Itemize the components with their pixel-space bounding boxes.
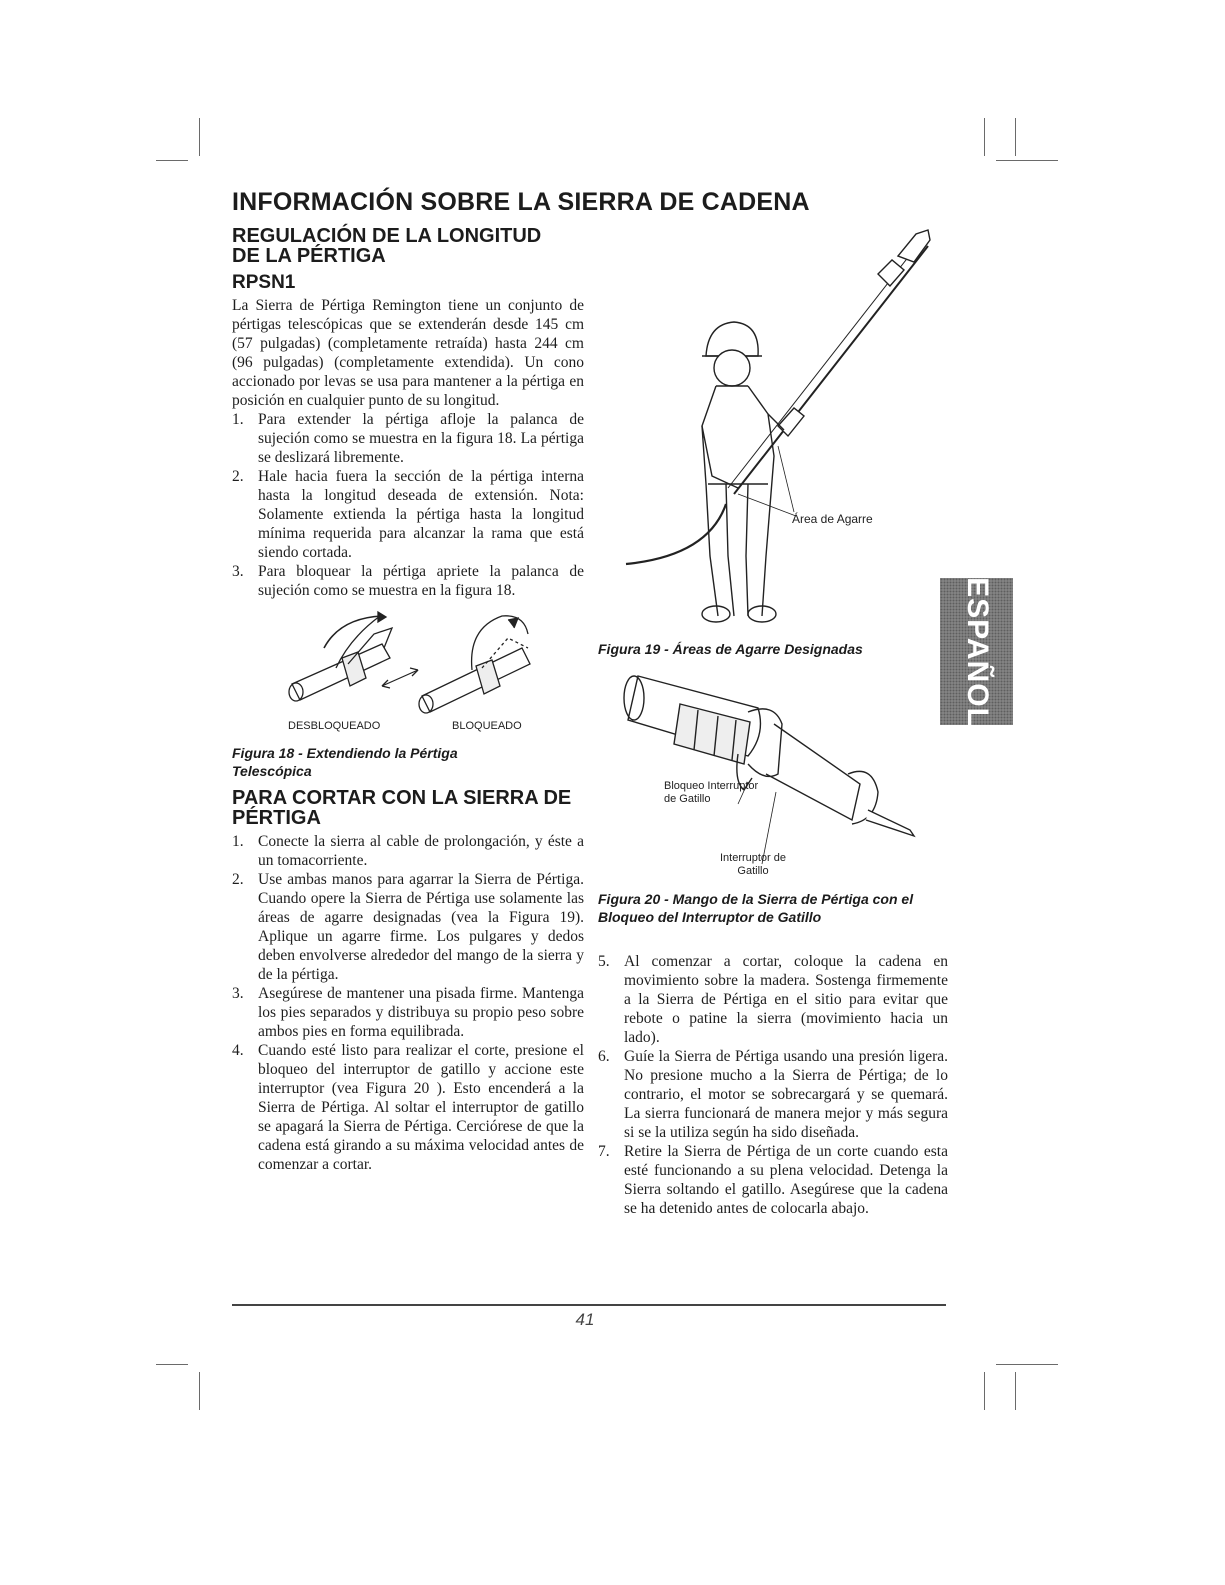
- list-item: 6. Guíe la Sierra de Pértiga usando una presión ligera. No presione mucho a la Sierra de Pértiga; de lo contrario, el motor se sobrecargará y se quemará. La sierra funcionará de manera mejor y más segura si se la utiliza según ha sido diseñada.: [598, 1048, 948, 1141]
- crop-mark: [996, 160, 1058, 161]
- clamp-illustration: [232, 608, 584, 718]
- figure-18-caption: Figura 18 - Extendiendo la Pértiga Telescópica: [232, 745, 458, 779]
- label-locked: BLOQUEADO: [452, 720, 522, 732]
- figure-20: [598, 664, 948, 880]
- figure-20-caption: Figura 20 - Mango de la Sierra de Pértiga con el Bloqueo del Interruptor de Gatillo: [598, 891, 914, 925]
- crop-mark: [1015, 118, 1016, 156]
- figure-18: [232, 608, 584, 734]
- list-item: 2. Hale hacia fuera la sección de la pértiga interna hasta la longitud deseada de extensión. Nota: Solamente extienda la pértiga hasta la longitud mínima requerida para alcanzar la rama que está siendo cortada.: [232, 468, 584, 561]
- crop-mark: [199, 118, 200, 156]
- footer-divider: [232, 1304, 946, 1306]
- label-unlocked: DESBLOQUEADO: [288, 720, 381, 732]
- cutting-steps-continued: [598, 952, 948, 1218]
- cutting-steps-list: [232, 832, 584, 1174]
- list-item: 3. Asegúrese de mantener una pisada firme. Mantenga los pies separados y distribuya su propio peso sobre ambos pies en forma equilibrada.: [232, 985, 584, 1040]
- list-item: 1. Conecte la sierra al cable de prolongación, y éste a un tomacorriente.: [232, 833, 584, 869]
- list-item: 2. Use ambas manos para agarrar la Sierra de Pértiga. Cuando opere la Sierra de Pértiga use solamente las áreas de agarre designadas (vea la Figura 19). Aplique un agarre firme. Los pulgares y dedos deben envolverse alrededor del mango de la sierra y de la pértiga.: [232, 871, 584, 983]
- language-tab: [940, 578, 1013, 725]
- trigger-handle-illustration: [598, 664, 948, 880]
- list-item: 7. Retire la Sierra de Pértiga de un corte cuando esta esté funcionando a su plena velocidad. Detenga la Sierra soltando el gatillo. Asegúrese que la cadena se ha detenido antes de colocarla abajo.: [598, 1143, 948, 1217]
- length-steps-list: [232, 410, 584, 600]
- label-grip-area: Área de Agarre: [792, 512, 873, 526]
- crop-mark: [1015, 1372, 1016, 1410]
- figure-19-caption: Figura 19 - Áreas de Agarre Designadas: [598, 641, 863, 657]
- operator-illustration: [598, 226, 938, 626]
- list-item: 4. Cuando esté listo para realizar el corte, presione el bloqueo del interruptor de gatillo y accione este interruptor (vea Figura 20 ). Esto encenderá a la Sierra de Pértiga. Al soltar el interruptor de gatillo se apagará la Sierra de Pértiga. Cerciórese de que la cadena está girando a su máxima velocidad antes de comenzar a cortar.: [232, 1042, 584, 1173]
- figure-19: [598, 226, 938, 626]
- model-heading: RPSN1: [232, 272, 296, 293]
- page-number: 41: [575, 1310, 595, 1329]
- label-trigger: Interruptor de Gatillo: [719, 852, 787, 877]
- crop-mark: [156, 160, 188, 161]
- list-item: 1. Para extender la pértiga afloje la palanca de sujeción como se muestra en la figura 18. La pértiga se deslizará libremente.: [232, 411, 584, 466]
- label-trigger-lock: Bloqueo Interruptor de Gatillo: [664, 780, 759, 805]
- intro-paragraph: La Sierra de Pértiga Remington tiene un conjunto de pértigas telescópicas que se extenderán desde 145 cm (57 pulgadas) (completamente retraída) hasta 244 cm (96 pulgadas) (completamente extendida). Un cono accionado por levas se usa para mantener a la pértiga en posición en cualquier punto de su longitud.: [232, 297, 584, 409]
- section-heading-cutting: PARA CORTAR CON LA SIERRA DE PÉRTIGA: [232, 787, 572, 829]
- list-item: 5. Al comenzar a cortar, coloque la cadena en movimiento sobre la madera. Sostenga firmemente a la Sierra de Pértiga en el sitio para evitar que rebote o patine la sierra (movimiento hacia un lado).: [598, 953, 948, 1046]
- crop-mark: [984, 118, 985, 156]
- crop-mark: [984, 1372, 985, 1410]
- left-column: [232, 226, 584, 1174]
- section-heading-length: REGULACIÓN DE LA LONGITUD DE LA PÉRTIGA: [232, 225, 542, 267]
- crop-mark: [199, 1372, 200, 1410]
- crop-mark: [996, 1364, 1058, 1365]
- language-tab-label: ESPAÑOL: [960, 576, 994, 727]
- page-title: INFORMACIÓN SOBRE LA SIERRA DE CADENA: [232, 188, 810, 216]
- crop-mark: [156, 1364, 188, 1365]
- list-item: 3. Para bloquear la pértiga apriete la palanca de sujeción como se muestra en la figura 18.: [232, 563, 584, 599]
